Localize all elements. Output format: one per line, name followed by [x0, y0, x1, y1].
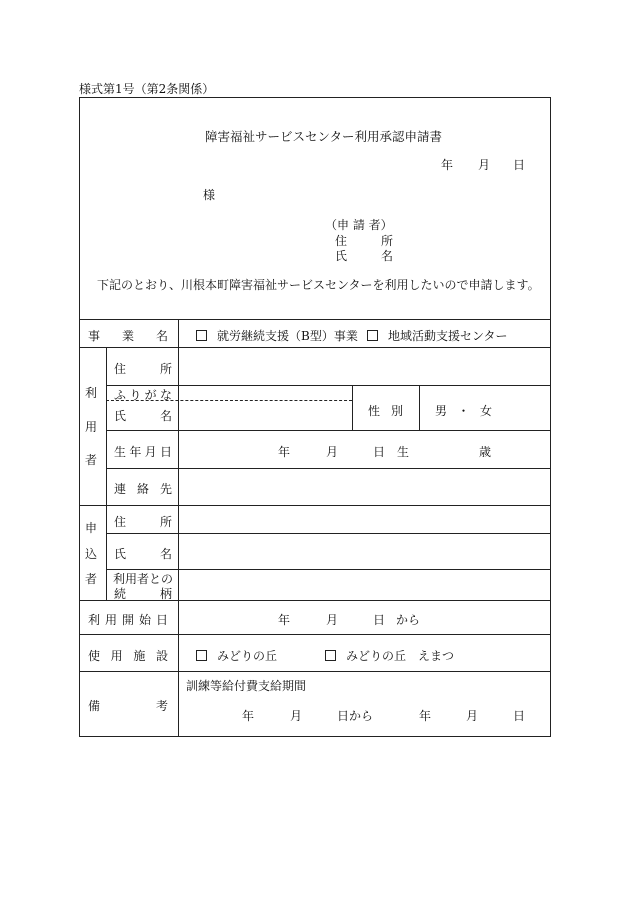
- remarks-label: 備 考: [88, 699, 168, 713]
- divider: [106, 385, 551, 386]
- period-end-day: 日: [513, 709, 526, 723]
- checkbox[interactable]: [325, 650, 336, 661]
- date-line: [441, 156, 453, 173]
- divider: [79, 671, 551, 672]
- applicant-name-row-label: 氏 名: [114, 547, 172, 561]
- divider: [106, 533, 551, 534]
- facility-option-midori-emathu[interactable]: みどりの丘 えまつ: [325, 647, 454, 664]
- contact-label: 連 絡 先: [114, 482, 172, 496]
- divider: [79, 505, 551, 506]
- date-month: 月: [478, 158, 491, 172]
- relation-label-line1: 利用者との: [113, 572, 174, 586]
- date-day: 日: [513, 158, 526, 172]
- start-date-label: 利 用 開 始 日: [88, 613, 168, 627]
- date-year: 年: [441, 158, 454, 172]
- period-start-day-from: 日から: [337, 709, 374, 723]
- divider: [79, 347, 551, 348]
- age-unit: 歳: [479, 445, 492, 459]
- checkbox[interactable]: [367, 330, 378, 341]
- facility-option-midori[interactable]: みどりの丘: [196, 647, 277, 664]
- period-start-month: 月: [290, 709, 303, 723]
- form-number: 様式第1号（第2条関係）: [79, 82, 215, 96]
- checkbox[interactable]: [196, 330, 207, 341]
- user-address-label: 住 所: [114, 362, 172, 376]
- divider: [106, 430, 551, 431]
- birthdate-born: 生: [397, 445, 410, 459]
- applicant-address-row-label: 住 所: [114, 515, 172, 529]
- form-title: 障害福祉サービスセンター利用承認申請書: [205, 129, 443, 144]
- applicant-name-label: 氏 名: [335, 249, 393, 263]
- period-start-year: 年: [242, 709, 255, 723]
- facility-label: 使 用 施 設: [88, 649, 168, 663]
- divider: [79, 634, 551, 635]
- checkbox[interactable]: [196, 650, 207, 661]
- birthdate-year: 年: [278, 445, 291, 459]
- business-option-b-type[interactable]: 就労継続支援（B型）事業: [196, 327, 358, 344]
- business-label: 事 業 名: [88, 329, 168, 343]
- user-furigana-label: ふ り が な: [114, 388, 172, 402]
- addressee-suffix: 様: [203, 188, 216, 202]
- start-year: 年: [278, 613, 291, 627]
- application-statement: 下記のとおり、川根本町障害福祉サービスセンターを利用したいので申請します。: [97, 278, 540, 292]
- gender-options[interactable]: 男 ・ 女: [435, 404, 492, 418]
- period-end-month: 月: [466, 709, 479, 723]
- section-column-divider: [106, 347, 107, 600]
- start-month: 月: [326, 613, 339, 627]
- divider: [106, 468, 551, 469]
- period-end-year: 年: [419, 709, 432, 723]
- applicant-header: （申 請 者）: [325, 218, 393, 232]
- applicant-section-label: 申 込 者: [84, 521, 97, 586]
- gender-divider: [419, 385, 420, 430]
- birthdate-day: 日: [373, 445, 386, 459]
- label-column-divider: [178, 319, 179, 737]
- birthdate-label: 生 年 月 日: [114, 445, 172, 459]
- gender-label: 性 別: [368, 404, 403, 418]
- business-option-activity-center[interactable]: 地域活動支援センター: [367, 327, 508, 344]
- applicant-address-label: 住 所: [335, 234, 393, 248]
- start-from: から: [396, 613, 421, 627]
- user-name-label: 氏 名: [114, 409, 172, 423]
- relation-label-line2: 続 柄: [114, 587, 172, 601]
- divider: [79, 319, 551, 320]
- birthdate-month: 月: [326, 445, 339, 459]
- gender-divider: [352, 385, 353, 430]
- user-section-label: 利 用 者: [84, 386, 97, 467]
- start-day: 日: [373, 613, 386, 627]
- remarks-note: 訓練等給付費支給期間: [186, 679, 307, 693]
